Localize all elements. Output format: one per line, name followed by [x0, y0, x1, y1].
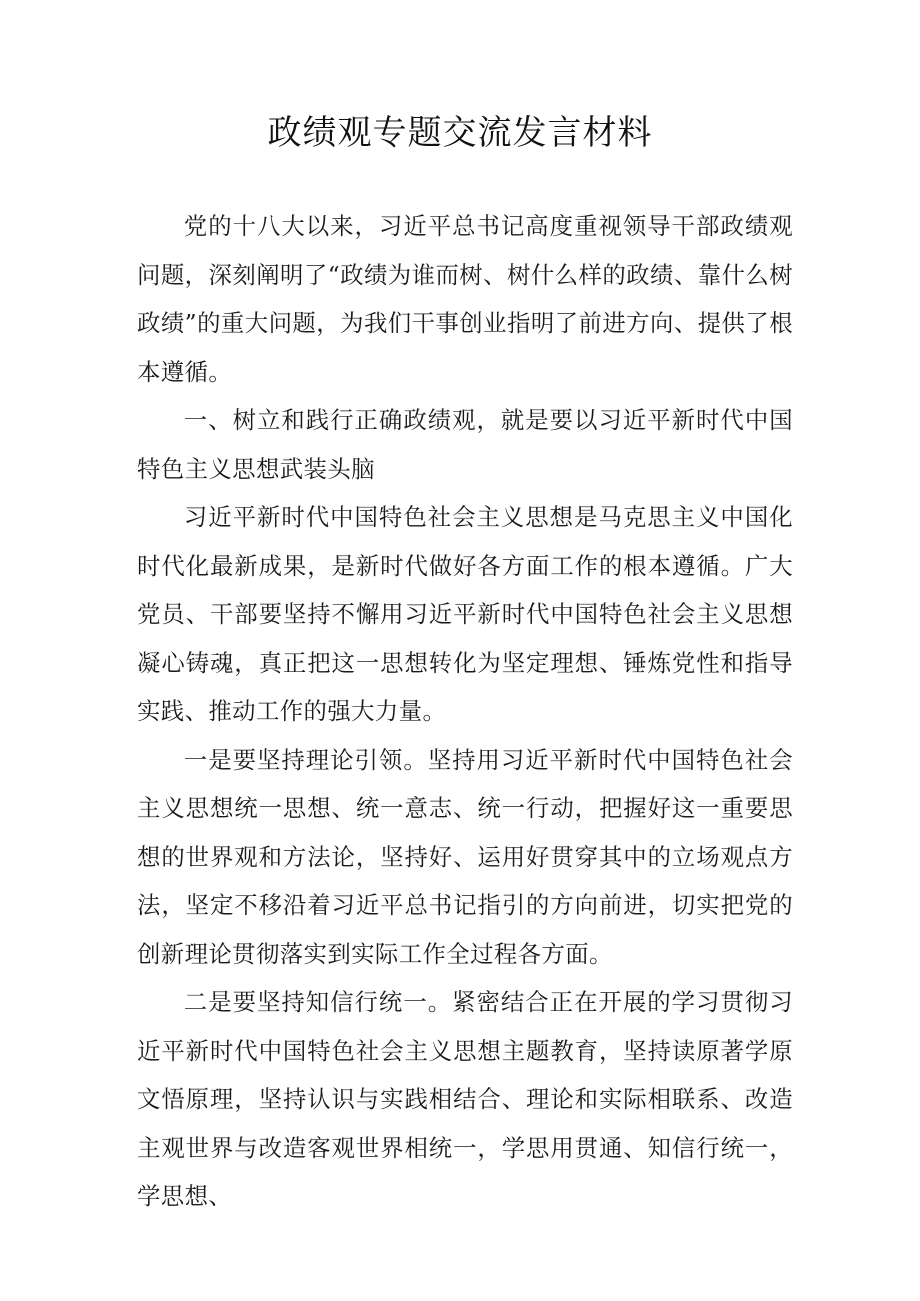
document-title: 政绩观专题交流发言材料 — [267, 113, 653, 153]
section-heading-one: 一、树立和践行正确政绩观，就是要以习近平新时代中国特色主义思想武装头脑 — [137, 406, 793, 483]
paragraph-section-one: 习近平新时代中国特色社会主义思想是马克思主义中国化时代化最新成果，是新时代做好各方面工作的根本遵循。广大党员、干部要坚持不懈用习近平新时代中国特色社会主义思想凝心铸魂，真正把这一思想转化为坚定理想、锤炼党性和指导实践、推动工作的强大力量。 — [137, 503, 793, 725]
paragraph-point-one: 一是要坚持理论引领。坚持用习近平新时代中国特色社会主义思想统一思想、统一意志、统一行动，把握好这一重要思想的世界观和方法论，坚持好、运用好贯穿其中的立场观点方法，坚定不移沿着习近平总书记指引的方向前进，切实把党的创新理论贯彻落实到实际工作全过程各方面。 — [137, 745, 793, 968]
paragraph-intro: 党的十八大以来，习近平总书记高度重视领导干部政绩观问题，深刻阐明了“政绩为谁而树、树什么样的政绩、靠什么树政绩”的重大问题，为我们干事创业指明了前进方向、提供了根本遵循。 — [137, 212, 793, 386]
paragraph-point-two: 二是要坚持知信行统一。紧密结合正在开展的学习贯彻习近平新时代中国特色社会主义思想主题教育，坚持读原著学原文悟原理，坚持认识与实践相结合、理论和实际相联系、改造主观世界与改造客观世界相统一，学思用贯通、知信行统一，学思想、 — [137, 988, 793, 1210]
document-body — [137, 202, 793, 1221]
